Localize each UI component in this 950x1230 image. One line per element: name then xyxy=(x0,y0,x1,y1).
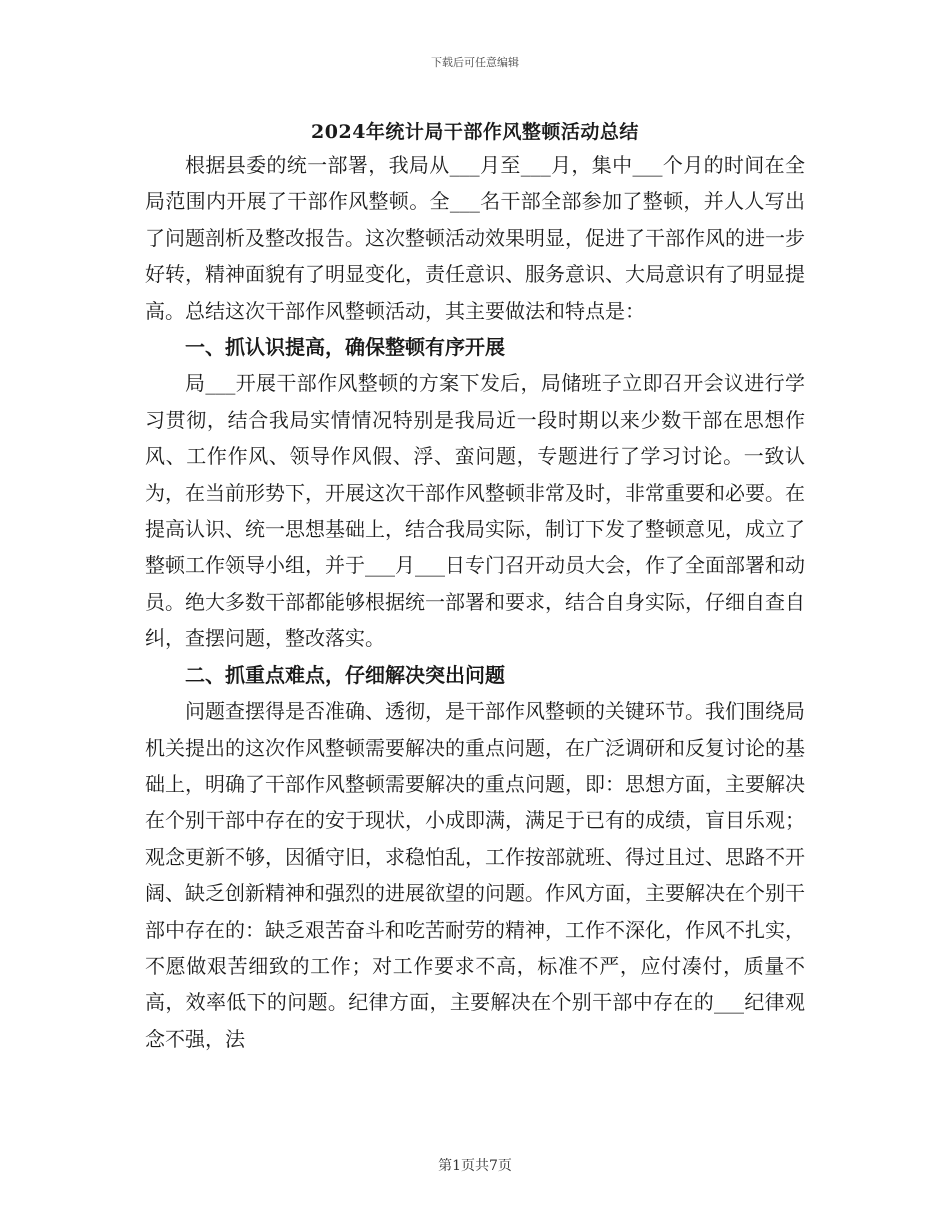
document-body xyxy=(145,147,805,1057)
section-heading-2: 二、抓重点难点，仔细解决突出问题 xyxy=(185,662,505,687)
intro-paragraph: 根据县委的统一部署，我局从___月至___月，集中___个月的时间在全局范围内开展了干部作风整顿。全___名干部全部参加了整顿，并人人写出了问题剖析及整改报告。这次整顿活动效果明显，促进了干部作风的进一步好转，精神面貌有了明显变化，责任意识、服务意识、大局意识有了明显提高。总结这次干部作风整顿活动，其主要做法和特点是： xyxy=(145,153,805,323)
section-1-paragraph: 局___开展干部作风整顿的方案下发后，局储班子立即召开会议进行学习贯彻，结合我局实情情况特别是我局近一段时期以来少数干部在思想作风、工作作风、领导作风假、浮、蛮问题，专题进行了学习讨论。一致认为，在当前形势下，开展这次干部作风整顿非常及时，非常重要和必要。在提高认识、统一思想基础上，结合我局实际，制订下发了整顿意见，成立了整顿工作领导小组，并于___月___日专门召开动员大会，作了全面部署和动员。绝大多数干部都能够根据统一部署和要求，结合自身实际，仔细自查自纠，查摆问题，整改落实。 xyxy=(145,371,805,651)
page-footer: 第1页共7页 xyxy=(438,1158,512,1174)
header-note: 下载后可任意编辑 xyxy=(431,56,519,69)
section-heading-1: 一、抓认识提高，确保整顿有序开展 xyxy=(185,335,505,360)
document-title: 2024年统计局干部作风整顿活动总结 xyxy=(311,121,639,143)
section-2-paragraph: 问题查摆得是否准确、透彻，是干部作风整顿的关键环节。我们围绕局机关提出的这次作风整顿需要解决的重点问题，在广泛调研和反复讨论的基础上，明确了干部作风整顿需要解决的重点问题，即：思想方面，主要解决在个别干部中存在的安于现状，小成即满，满足于已有的成绩，盲目乐观；观念更新不够，因循守旧，求稳怕乱，工作按部就班、得过且过、思路不开阔、缺乏创新精神和强烈的进展欲望的问题。作风方面，主要解决在个别干部中存在的：缺乏艰苦奋斗和吃苦耐劳的精神，工作不深化，作风不扎实，不愿做艰苦细致的工作；对工作要求不高，标准不严，应付凑付，质量不高，效率低下的问题。纪律方面，主要解决在个别干部中存在的___纪律观念不强，法 xyxy=(145,699,805,1051)
